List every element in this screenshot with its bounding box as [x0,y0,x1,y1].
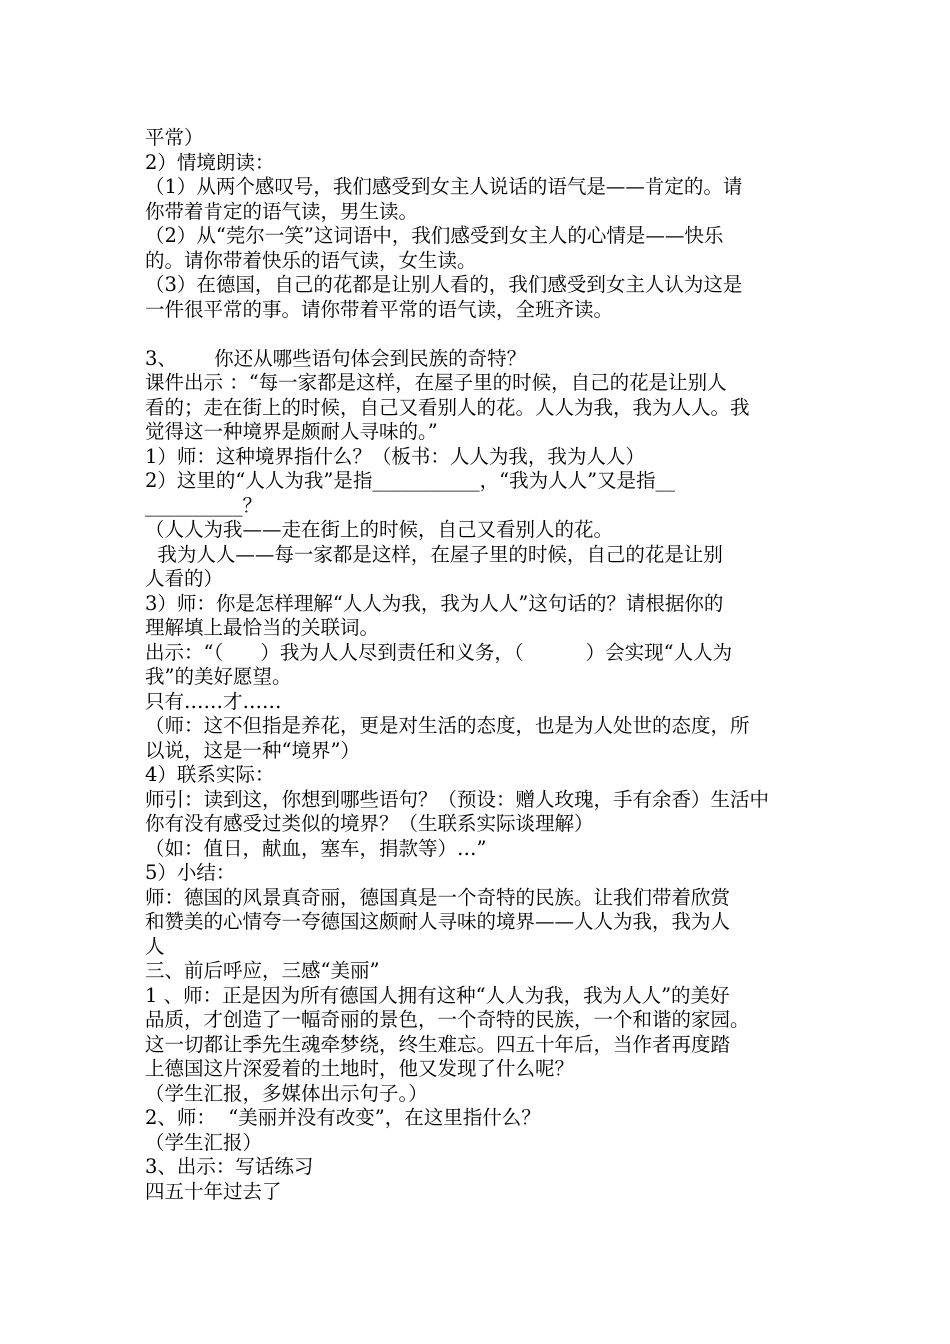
text-line: 人看的） [145,567,224,590]
text-line: 觉得这一种境界是颇耐人寻味的。” [145,420,438,443]
text-line: 上德国这片深爱着的土地时，他又发现了什么呢？ [145,1057,575,1080]
text-line: 你有没有感受过类似的境界？（生联系实际谈理解） [145,812,594,835]
text-line: 看的；走在街上的时候，自己又看别人的花。人人为我，我为人人。我 [145,395,750,419]
text-line: 5）小结： [145,861,236,884]
text-line: 你带着肯定的语气读，男生读。 [145,199,419,223]
text-line: 4）联系实际： [145,763,275,786]
blank-line [145,322,810,347]
text-line: 1 、师：正是因为所有德国人拥有这种“人人为我，我为人人”的美好 [145,983,730,1007]
document-page [145,126,810,1204]
text-line: 2、师： “美丽并没有改变”，在这里指什么？ [145,1106,541,1129]
text-line: 的。请你带着快乐的语气读，女生读。 [145,248,477,272]
text-line: 品质，才创造了一幅奇丽的景色，一个奇特的民族，一个和谐的家园。 [145,1008,750,1031]
text-line: 1）师：这种境界指什么？（板书：人人为我，我为人人） [145,444,645,468]
text-line: 和赞美的心情夸一夸德国这颇耐人寻味的境界——人人为我，我为人 [145,910,731,933]
text-line: 课件出示 ：“每一家都是这样，在屋子里的时候，自己的花是让别人 [145,371,727,394]
text-line: 师：德国的风景真奇丽，德国真是一个奇特的民族。让我们带着欣赏 [145,885,731,909]
text-line: 一件很平常的事。请你带着平常的语气读，全班齐读。 [145,297,614,321]
text-line: （如：值日，献血，塞车，捐款等）…” [145,836,487,860]
section-heading: 3、 你还从哪些语句体会到民族的奇特？ [145,346,527,370]
text-line: 3、出示：写话练习 [145,1155,314,1178]
text-line: 四五十年过去了 [145,1179,282,1203]
text-line: （2）从“莞尔一笑”这词语中，我们感受到女主人的心情是——快乐 [145,224,724,247]
text-line: 人 [145,934,165,958]
text-line: （1）从两个感叹号，我们感受到女主人说话的语气是——肯定的。请 [145,175,743,198]
text-line: 出示：“（ ）我为人人尽到责任和义务，（ ）会实现“人人为 [145,640,733,664]
text-line: （人人为我——走在街上的时候，自己又看别人的花。 [145,518,614,541]
text-line: （学生汇报） [145,1130,263,1154]
text-line: （3）在德国，自己的花都是让别人看的，我们感受到女主人认为这是 [145,273,743,296]
text-line: 理解填上最恰当的关联词。 [145,616,380,639]
text-line: 我”的美好愿望。 [145,665,292,688]
text-line: __________？ [145,493,263,517]
text-line: 我为人人——每一家都是这样，在屋子里的时候，自己的花是让别 [145,542,723,566]
text-line: 这一切都让季先生魂牵梦绕，终生难忘。四五十年后，当作者再度踏 [145,1032,731,1056]
text-line: 师引：读到这，你想到哪些语句？（预设：赠人玫瑰，手有余香）生活中 [145,787,770,811]
text-line: 只有……才…… [145,689,282,713]
text-line: 2）情境朗读： [145,150,275,174]
text-line: 平常） [145,126,204,149]
text-line: 2）这里的“人人为我”是指___________，“我为人人”又是指__ [145,469,676,492]
text-line: 3）师：你是怎样理解“人人为我，我为人人”这句话的？请根据你的 [145,591,724,615]
text-line: 以说，这是一种“境界”） [145,738,360,762]
text-line: （师：这不但指是养花，更是对生活的态度，也是为人处世的态度，所 [145,714,750,737]
text-line: （学生汇报，多媒体出示句子。） [145,1081,428,1105]
section-heading: 三、前后呼应，三感“美丽” [145,959,380,982]
